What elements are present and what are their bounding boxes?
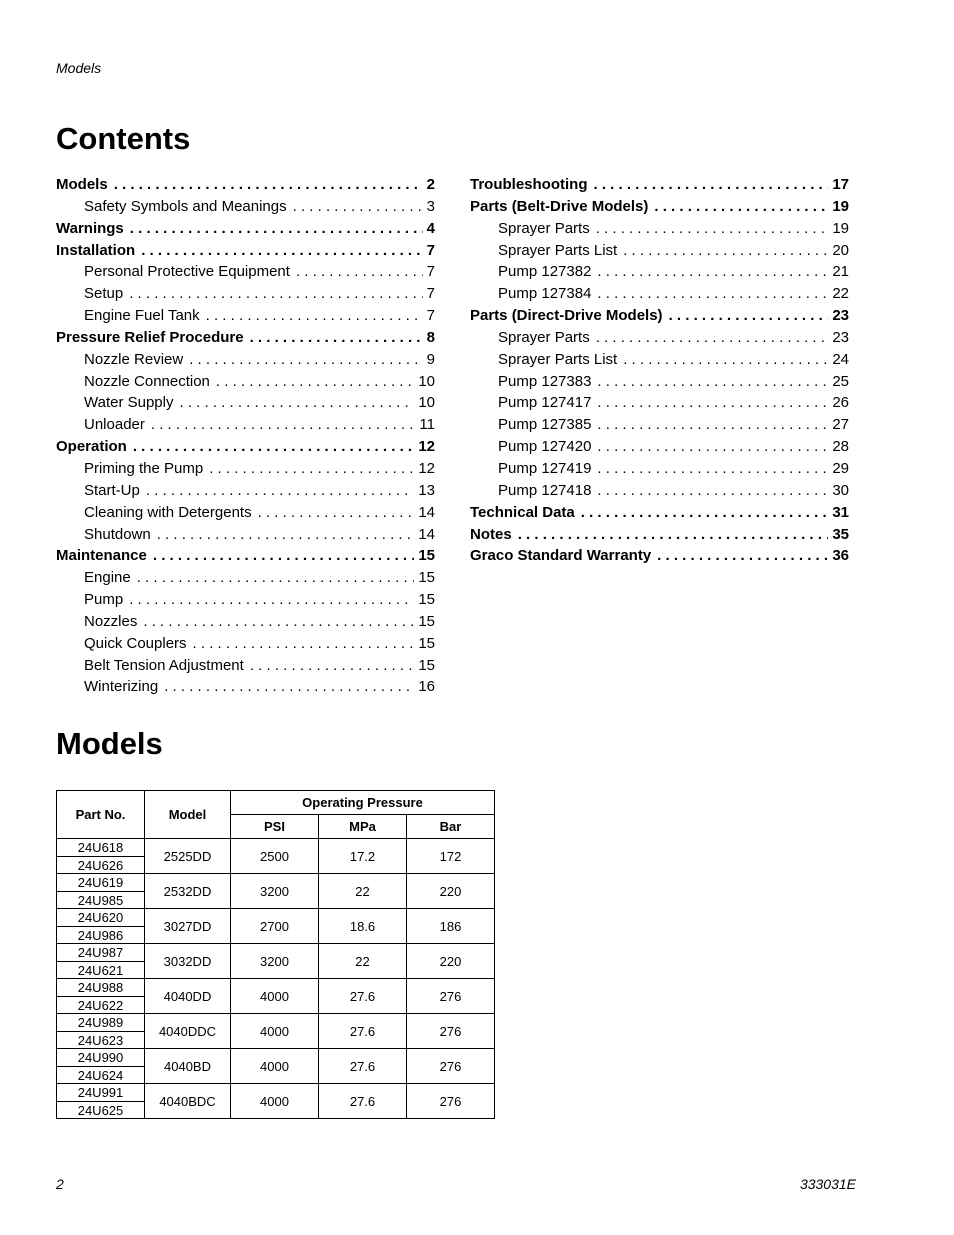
toc-entry-title: Pump 127417 [498,394,592,412]
toc-leader-dots [133,438,414,455]
toc-leader-dots [143,613,414,630]
toc-entry-page: 12 [418,459,435,477]
toc-leader-dots [157,526,415,543]
toc-entry-title: Setup [84,285,124,303]
toc-entry[interactable] [56,242,435,264]
toc-entry-title: Engine [84,569,131,587]
toc-entry-page: 23 [832,328,849,346]
psi-cell: 4000 [231,1049,319,1084]
toc-leader-dots [594,176,829,193]
header-bar: Bar [407,815,495,839]
toc-leader-dots [193,635,415,652]
psi-cell: 4000 [231,1084,319,1119]
toc-entry[interactable] [470,547,849,569]
toc-entry-page: 2 [426,176,435,193]
table-row [57,874,495,892]
toc-entry-page: 13 [418,481,435,499]
toc-entry-title: Winterizing [84,678,159,696]
toc-entry[interactable] [56,635,435,657]
toc-entry-title: Nozzles [84,612,138,630]
toc-leader-dots [129,285,422,302]
part-number-cell: 24U626 [57,857,145,874]
toc-entry[interactable] [56,657,435,679]
model-cell: 4040BD [145,1049,231,1084]
part-number-cell: 24U619 [57,874,145,892]
toc-entry-page: 14 [418,503,435,521]
toc-entry-page: 15 [418,569,435,587]
toc-entry-page: 7 [426,285,435,303]
toc-leader-dots [597,460,828,477]
part-number-cell: 24U618 [57,839,145,857]
toc-entry-page: 24 [832,350,849,368]
bar-cell: 276 [407,1049,495,1084]
table-row [57,1084,495,1102]
toc-leader-dots [597,285,828,302]
header-operating-pressure: Operating Pressure [231,791,495,815]
toc-leader-dots [151,416,416,433]
toc-entry-title: Nozzle Connection [84,372,210,390]
part-number-cell: 24U987 [57,944,145,962]
toc-entry-title: Pump 127418 [498,481,592,499]
toc-leader-dots [657,547,828,564]
toc-entry-title: Installation [56,241,136,259]
toc-entry-page: 15 [418,656,435,674]
bar-cell: 220 [407,944,495,979]
toc-entry[interactable] [56,220,435,242]
table-row [57,1049,495,1067]
toc-entry[interactable] [56,547,435,569]
toc-leader-dots [296,263,423,280]
toc-entry-title: Pressure Relief Procedure [56,328,244,346]
model-cell: 3027DD [145,909,231,944]
toc-leader-dots [250,657,414,674]
toc-entry-title: Sprayer Parts [498,328,590,346]
toc-entry[interactable] [470,351,849,373]
psi-cell: 3200 [231,944,319,979]
toc-entry-page: 8 [426,328,435,346]
part-number-cell: 24U986 [57,927,145,944]
part-number-cell: 24U985 [57,892,145,909]
toc-entry[interactable] [470,526,849,548]
toc-entry-page: 27 [832,416,849,434]
toc-entry[interactable] [56,613,435,635]
part-number-cell: 24U625 [57,1102,145,1119]
contents-title: Contents [56,121,191,156]
bar-cell: 186 [407,909,495,944]
toc-leader-dots [597,438,828,455]
toc-entry-title: Notes [470,525,512,543]
toc-entry[interactable] [470,242,849,264]
toc-entry-page: 26 [832,394,849,412]
model-cell: 4040BDC [145,1084,231,1119]
toc-right-column [470,176,849,569]
toc-leader-dots [130,220,423,237]
part-number-cell: 24U989 [57,1014,145,1032]
model-cell: 2532DD [145,874,231,909]
toc-leader-dots [293,198,423,215]
toc-leader-dots [209,460,414,477]
header-part-no: Part No. [57,791,145,839]
toc-entry-page: 7 [426,307,435,325]
table-row [57,839,495,857]
toc-entry[interactable] [56,373,435,395]
model-cell: 4040DDC [145,1014,231,1049]
toc-entry[interactable] [470,307,849,329]
toc-leader-dots [596,329,829,346]
model-cell: 3032DD [145,944,231,979]
psi-cell: 4000 [231,979,319,1014]
toc-entry-title: Models [56,176,108,193]
bar-cell: 276 [407,1014,495,1049]
toc-entry-page: 19 [832,197,849,215]
toc-entry-page: 14 [418,525,435,543]
psi-cell: 4000 [231,1014,319,1049]
toc-leader-dots [179,394,414,411]
toc-leader-dots [146,482,414,499]
toc-entry-title: Start-Up [84,481,140,499]
toc-entry[interactable] [470,394,849,416]
toc-entry[interactable] [470,176,849,198]
toc-entry[interactable] [56,263,435,285]
toc-entry[interactable] [470,373,849,395]
toc-entry[interactable] [56,285,435,307]
toc-entry-page: 29 [832,459,849,477]
part-number-cell: 24U988 [57,979,145,997]
part-number-cell: 24U990 [57,1049,145,1067]
toc-entry[interactable] [56,198,435,220]
toc-entry[interactable] [56,482,435,504]
part-number-cell: 24U622 [57,997,145,1014]
toc-entry-title: Pump 127384 [498,285,592,303]
table-row [57,909,495,927]
toc-entry[interactable] [56,307,435,329]
mpa-cell: 18.6 [319,909,407,944]
document-number: 333031E [799,1176,856,1192]
toc-entry-page: 17 [832,176,849,193]
toc-entry-title: Quick Couplers [84,634,187,652]
toc-entry-page: 20 [832,241,849,259]
toc-entry-title: Sprayer Parts [498,219,590,237]
toc-entry-page: 4 [426,219,435,237]
toc-entry[interactable] [56,351,435,373]
model-cell: 4040DD [145,979,231,1014]
toc-entry-page: 31 [832,503,849,521]
bar-cell: 276 [407,1084,495,1119]
toc-entry[interactable] [470,460,849,482]
toc-entry[interactable] [470,285,849,307]
toc-entry[interactable] [470,329,849,351]
toc-entry-page: 35 [832,525,849,543]
toc-entry[interactable] [470,504,849,526]
toc-entry-page: 16 [418,678,435,696]
toc-leader-dots [597,416,828,433]
toc-leader-dots [597,482,828,499]
toc-entry[interactable] [56,460,435,482]
toc-entry-title: Belt Tension Adjustment [84,656,244,674]
part-number-cell: 24U991 [57,1084,145,1102]
toc-leader-dots [597,394,828,411]
toc-entry[interactable] [56,504,435,526]
toc-entry-title: Maintenance [56,547,147,565]
running-header: Models [56,60,102,76]
psi-cell: 3200 [231,874,319,909]
mpa-cell: 22 [319,944,407,979]
toc-leader-dots [623,351,828,368]
toc-leader-dots [596,220,829,237]
toc-leader-dots [581,504,829,521]
toc-leader-dots [597,263,828,280]
toc-entry[interactable] [56,526,435,548]
table-row [57,979,495,997]
mpa-cell: 17.2 [319,839,407,874]
toc-entry-page: 15 [418,547,435,565]
toc-entry-title: Pump 127420 [498,438,592,456]
toc-entry-title: Engine Fuel Tank [84,307,200,325]
toc-entry[interactable] [470,263,849,285]
toc-entry-title: Pump 127383 [498,372,592,390]
toc-entry[interactable] [470,220,849,242]
toc-entry[interactable] [470,198,849,220]
toc-entry-page: 9 [426,350,435,368]
toc-entry[interactable] [470,438,849,460]
toc-entry[interactable] [56,416,435,438]
toc-leader-dots [669,307,829,324]
toc-leader-dots [189,351,422,368]
toc-leader-dots [129,591,414,608]
bar-cell: 220 [407,874,495,909]
toc-entry-title: Personal Protective Equipment [84,263,290,281]
model-cell: 2525DD [145,839,231,874]
toc-entry[interactable] [56,438,435,460]
toc-entry[interactable] [470,416,849,438]
toc-entry[interactable] [56,678,435,700]
toc-entry-page: 7 [426,241,435,259]
toc-entry[interactable] [56,394,435,416]
bar-cell: 276 [407,979,495,1014]
mpa-cell: 22 [319,874,407,909]
toc-entry[interactable] [56,569,435,591]
toc-entry-title: Parts (Belt-Drive Models) [470,197,649,215]
toc-entry-page: 21 [832,263,849,281]
part-number-cell: 24U624 [57,1067,145,1084]
toc-entry-title: Unloader [84,416,145,434]
toc-entry-page: 28 [832,438,849,456]
toc-leader-dots [137,569,415,586]
page-number: 2 [56,1176,64,1192]
part-number-cell: 24U621 [57,962,145,979]
psi-cell: 2500 [231,839,319,874]
header-mpa: MPa [319,815,407,839]
toc-leader-dots [623,242,828,259]
toc-entry-title: Sprayer Parts List [498,241,618,259]
toc-entry-page: 15 [418,612,435,630]
models-title: Models [56,726,163,761]
toc-entry-page: 10 [418,372,435,390]
toc-entry[interactable] [56,329,435,351]
mpa-cell: 27.6 [319,979,407,1014]
toc-entry-title: Pump 127382 [498,263,592,281]
toc-entry-title: Pump [84,591,124,609]
mpa-cell: 27.6 [319,1014,407,1049]
toc-leader-dots [141,242,422,259]
header-model: Model [145,791,231,839]
toc-leader-dots [206,307,423,324]
toc-entry-page: 10 [418,394,435,412]
toc-entry-title: Parts (Direct-Drive Models) [470,307,663,325]
models-table [56,790,495,1119]
toc-entry-page: 22 [832,285,849,303]
table-row [57,944,495,962]
toc-entry-title: Operation [56,438,127,456]
toc-entry-title: Safety Symbols and Meanings [84,197,287,215]
toc-entry-page: 7 [426,263,435,281]
toc-entry[interactable] [470,482,849,504]
toc-entry-page: 36 [832,547,849,565]
toc-leader-dots [153,547,414,564]
toc-entry-page: 15 [418,591,435,609]
psi-cell: 2700 [231,909,319,944]
toc-entry[interactable] [56,591,435,613]
toc-entry-page: 23 [832,307,849,325]
toc-entry-page: 15 [418,634,435,652]
toc-entry-title: Warnings [56,219,124,237]
toc-entry-page: 11 [419,416,435,434]
toc-leader-dots [114,176,423,193]
toc-leader-dots [164,678,414,695]
toc-entry-title: Shutdown [84,525,151,543]
toc-leader-dots [216,373,414,390]
toc-entry-title: Cleaning with Detergents [84,503,252,521]
mpa-cell: 27.6 [319,1084,407,1119]
toc-entry-title: Sprayer Parts List [498,350,618,368]
toc-entry[interactable] [56,176,435,198]
toc-entry-title: Troubleshooting [470,176,588,193]
toc-entry-title: Nozzle Review [84,350,184,368]
toc-leader-dots [258,504,415,521]
part-number-cell: 24U623 [57,1032,145,1049]
toc-leader-dots [518,526,829,543]
toc-entry-title: Water Supply [84,394,174,412]
toc-entry-page: 25 [832,372,849,390]
mpa-cell: 27.6 [319,1049,407,1084]
toc-entry-page: 3 [426,197,435,215]
toc-entry-title: Pump 127385 [498,416,592,434]
toc-entry-title: Pump 127419 [498,459,592,477]
toc-entry-page: 19 [832,219,849,237]
toc-entry-title: Graco Standard Warranty [470,547,652,565]
toc-leader-dots [654,198,828,215]
bar-cell: 172 [407,839,495,874]
header-psi: PSI [231,815,319,839]
toc-leader-dots [597,373,828,390]
toc-entry-page: 30 [832,481,849,499]
toc-entry-title: Technical Data [470,503,575,521]
toc-leader-dots [250,329,423,346]
part-number-cell: 24U620 [57,909,145,927]
toc-left-column [56,176,435,700]
toc-entry-title: Priming the Pump [84,459,204,477]
toc-entry-page: 12 [418,438,435,456]
table-row [57,1014,495,1032]
